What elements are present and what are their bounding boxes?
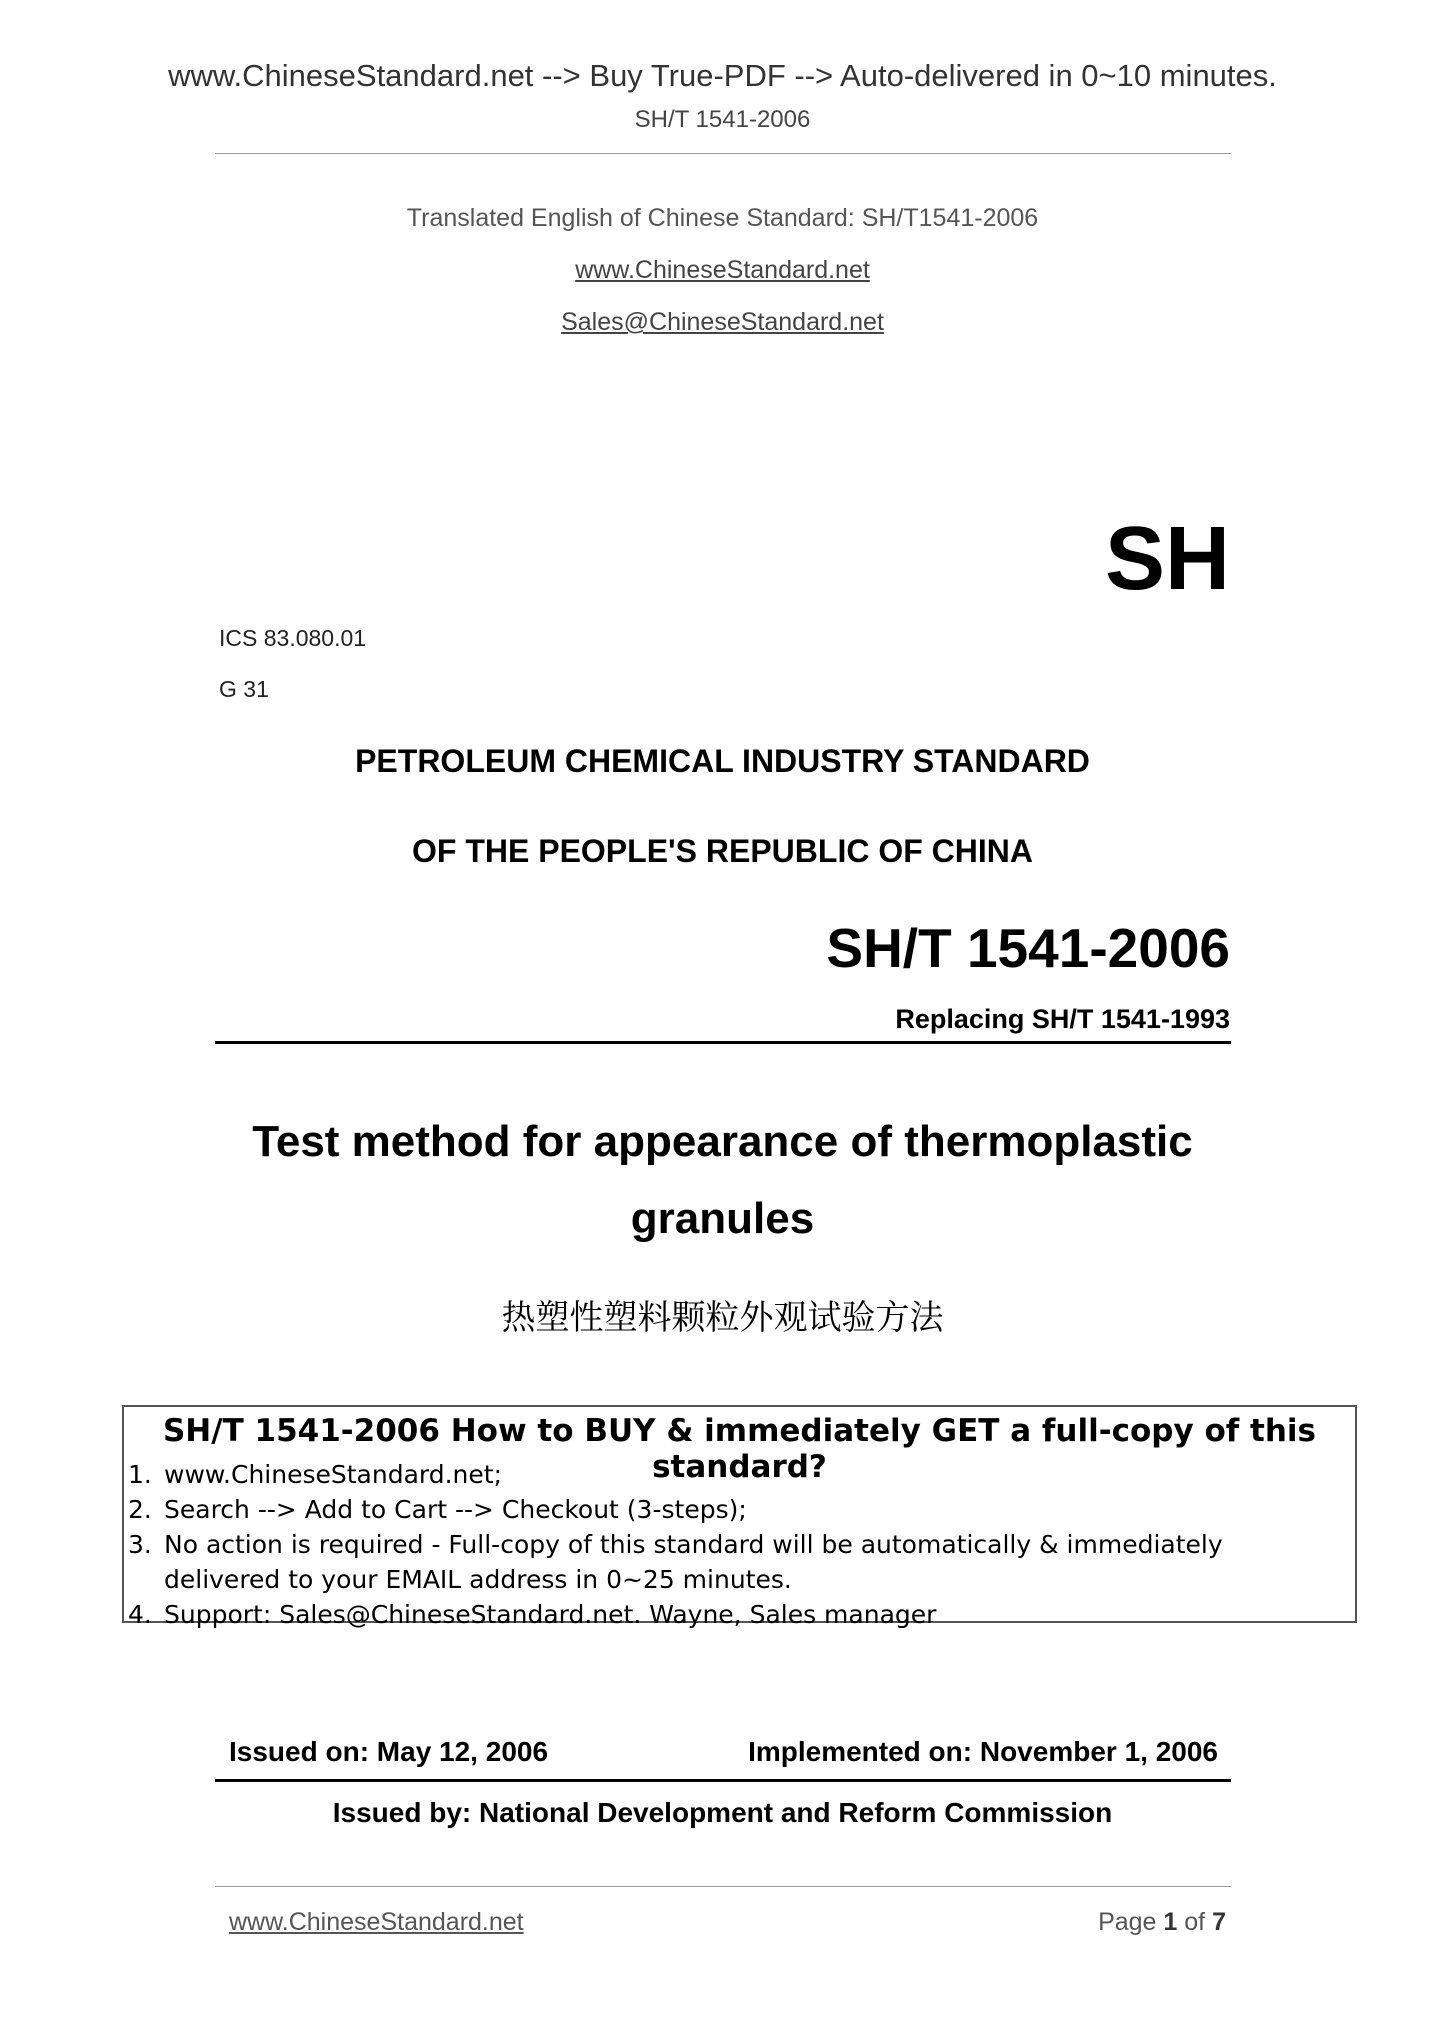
title-line-2: granules (630, 1194, 815, 1243)
issued-date: Issued on: May 12, 2006 (229, 1736, 549, 1767)
page-of: of (1184, 1908, 1206, 1936)
org-line-2: OF THE PEOPLE'S REPUBLIC OF CHINA (412, 833, 1033, 869)
ccs-code: G 31 (219, 676, 269, 702)
translation-email-link[interactable]: Sales@ChineseStandard.net (561, 308, 884, 336)
buy-steps-list (128, 1457, 1345, 1632)
buy-step-text[interactable]: www.ChineseStandard.net; (164, 1460, 503, 1489)
sh-logo: SH (1104, 509, 1230, 609)
standard-number: SH/T 1541-2006 (826, 917, 1230, 979)
footer-website-link[interactable]: www.ChineseStandard.net (229, 1908, 524, 1936)
buy-info-box (122, 1405, 1357, 1629)
header-banner: www.ChineseStandard.net --> Buy True-PDF --> Auto-delivered in 0~10 minutes. (168, 58, 1277, 93)
translation-website-link[interactable]: www.ChineseStandard.net (575, 256, 870, 284)
page-indicator (1098, 1908, 1226, 1937)
buy-step (128, 1492, 1345, 1527)
implemented-date: Implemented on: November 1, 2006 (748, 1736, 1218, 1767)
page-total: 7 (1212, 1908, 1226, 1936)
buy-step-number: 3. (128, 1530, 152, 1559)
buy-box-title: SH/T 1541-2006 How to BUY & immediately GET a full-copy of this standard? (162, 1413, 1316, 1485)
issued-by: Issued by: National Development and Reform Commission (332, 1797, 1113, 1828)
page-prefix: Page (1098, 1908, 1157, 1936)
translation-email-row (0, 308, 1445, 337)
buy-step-text: Support: Sales@ChineseStandard.net. Wayne, Sales manager (164, 1600, 937, 1629)
buy-step-text: Search --> Add to Cart --> Checkout (3-steps); (164, 1495, 747, 1524)
dates-divider (215, 1779, 1231, 1782)
header-divider (215, 153, 1231, 154)
buy-step-text: No action is required - Full-copy of this standard will be automatically & immediately delivered to your EMAIL address in 0~25 minutes. (164, 1530, 1223, 1594)
org-line-1: PETROLEUM CHEMICAL INDUSTRY STANDARD (355, 743, 1090, 779)
ics-code: ICS 83.080.01 (219, 625, 367, 651)
buy-step-number: 4. (128, 1600, 152, 1629)
buy-step (128, 1597, 1345, 1632)
buy-step-number: 2. (128, 1495, 152, 1524)
title-line-1: Test method for appearance of thermoplastic (252, 1117, 1193, 1166)
buy-step-number: 1. (128, 1460, 152, 1489)
translation-line: Translated English of Chinese Standard: SH/T1541-2006 (406, 204, 1039, 232)
title-chinese: 热塑性塑料颗粒外观试验方法 (501, 1298, 944, 1338)
translation-website-row (0, 256, 1445, 285)
footer-divider (215, 1886, 1231, 1887)
page-current: 1 (1163, 1908, 1178, 1936)
header-code: SH/T 1541-2006 (634, 106, 811, 133)
replacing-note: Replacing SH/T 1541-1993 (895, 1004, 1230, 1034)
buy-step (128, 1457, 1345, 1492)
buy-step (128, 1527, 1345, 1597)
standard-divider (215, 1041, 1231, 1044)
